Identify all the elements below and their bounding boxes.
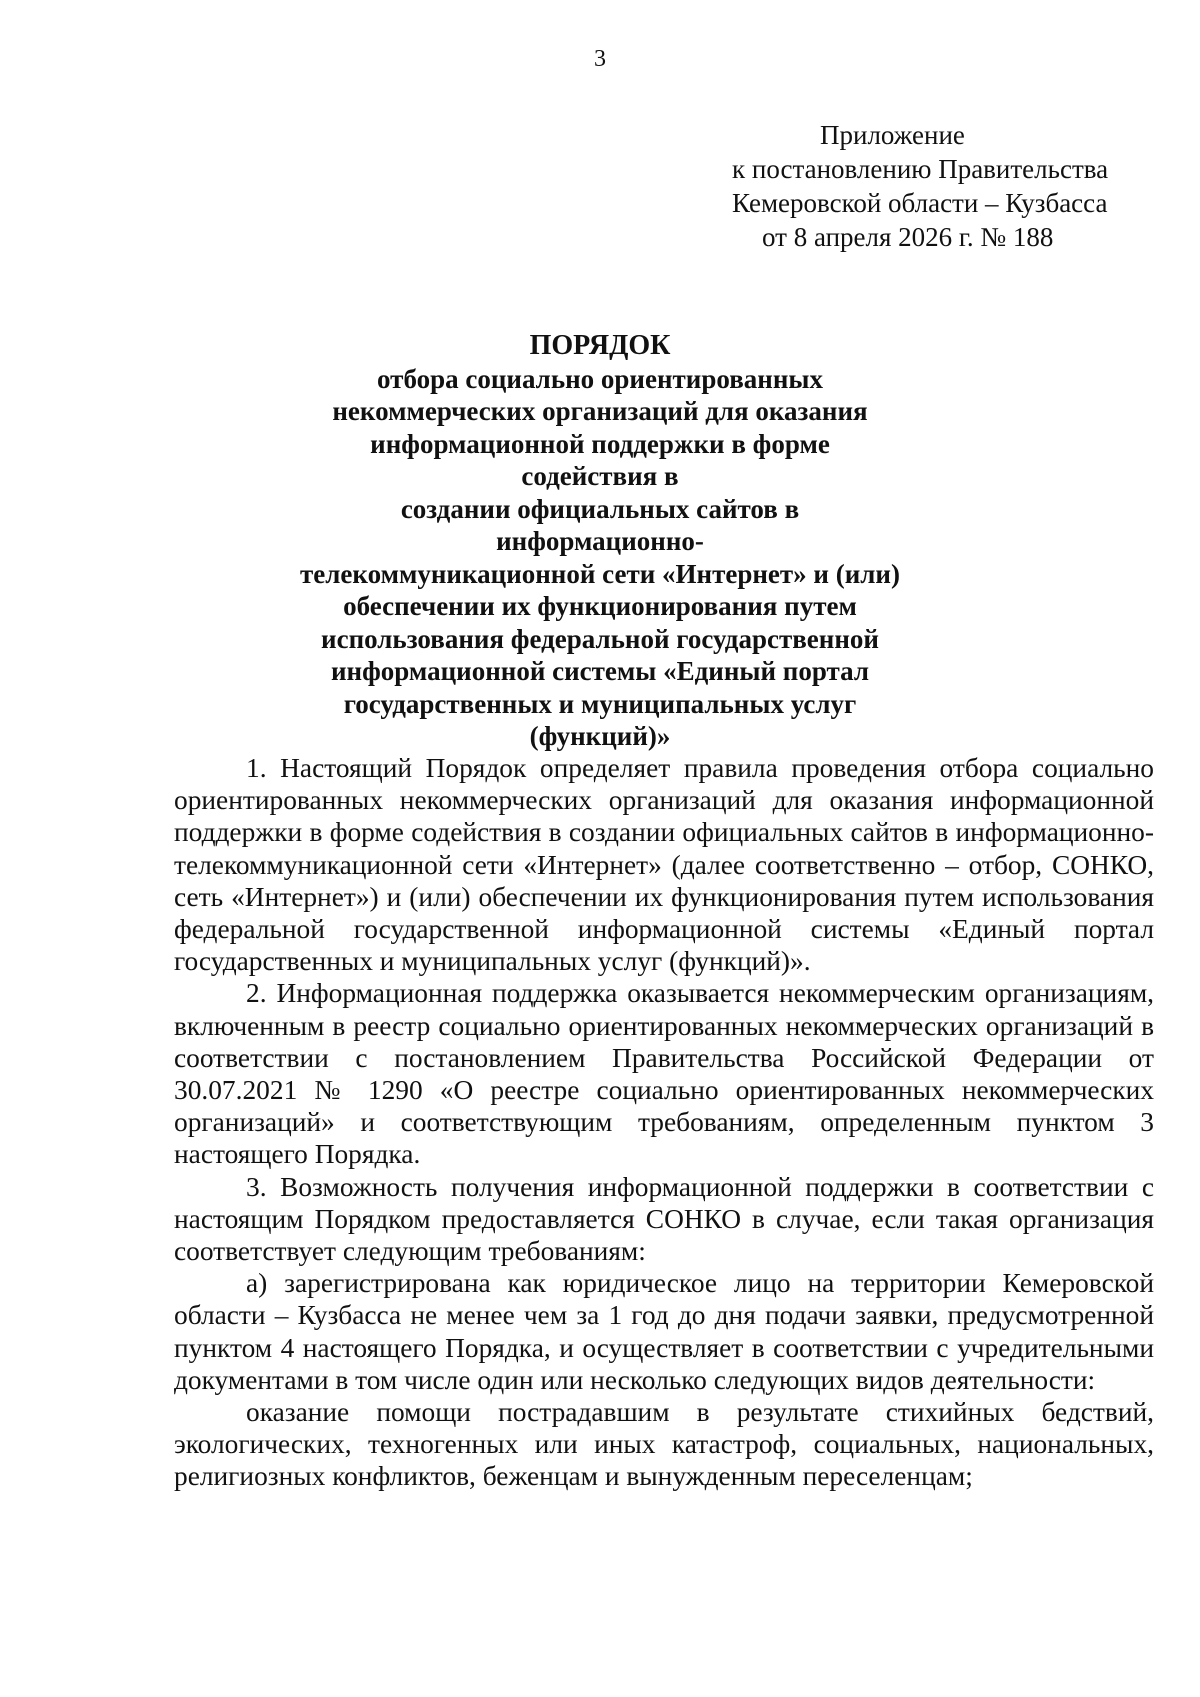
title-line: государственных и муниципальных услуг: [343, 688, 857, 719]
appendix-block: [700, 118, 1120, 254]
title-line: создании официальных сайтов в информационно-: [400, 493, 800, 556]
appendix-line: от 8 апреля 2026 г. № 188: [762, 222, 1054, 252]
title-line: отбора социально ориентированных: [377, 363, 823, 394]
paragraph-3a: а) зарегистрирована как юридическое лицо на территории Кемеровской области – Кузбасса не менее чем за 1 год до дня подачи заявки, предусмотренной пунктом 4 настоящего Порядка, и осуществляет в соответствии с учредительными документами в том числе один или несколько следующих видов деятельности:: [174, 1268, 1154, 1395]
document-body: [174, 752, 1154, 1493]
title-line: использования федеральной государственной: [321, 623, 879, 654]
title-line: информационной поддержки в форме содействия в: [370, 428, 830, 491]
title-line: некоммерческих организаций для оказания: [332, 396, 868, 426]
appendix-line: к постановлению Правительства: [732, 154, 1109, 184]
document-title: [300, 330, 900, 753]
title-line: (функций)»: [529, 721, 671, 751]
paragraph-3: 3. Возможность получения информационной поддержки в соответствии с настоящим Порядком предоставляется СОНКО в случае, если такая организация соответствует следующим требованиям:: [174, 1171, 1154, 1267]
appendix-line: Приложение: [820, 120, 965, 150]
paragraph-2: 2. Информационная поддержка оказывается некоммерческим организациям, включенным в реестр социально ориентированных некоммерческих организаций в соответствии с постановлением Правительства Российской Федерации от 30.07.2021 № 1290 «О реестре социально ориентированных некоммерческих организаций» и соответствующим требованиям, определенным пунктом 3 настоящего Порядка.: [174, 978, 1154, 1170]
paragraph-1: 1. Настоящий Порядок определяет правила проведения отбора социально ориентированных некоммерческих организаций для оказания информационной поддержки в форме содействия в создании официальных сайтов в информационно-телекоммуникационной сети «Интернет» (далее соответственно – отбор, СОНКО, сеть «Интернет») и (или) обеспечении их функционирования путем использования федеральной государственной информационной системы «Единый портал государственных и муниципальных услуг (функций)».: [174, 753, 1154, 977]
title-line: информационной системы «Единый портал: [331, 656, 869, 686]
paragraph-activity: оказание помощи пострадавшим в результате стихийных бедствий, экологических, техногенных или иных катастроф, социальных, национальных, религиозных конфликтов, беженцам и вынужденным переселенцам;: [174, 1397, 1154, 1492]
title-main: ПОРЯДОК: [529, 330, 671, 361]
appendix-line: Кемеровской области – Кузбасса: [732, 188, 1108, 218]
title-line: телекоммуникационной сети «Интернет» и (или): [300, 558, 900, 589]
title-line: обеспечении их функционирования путем: [343, 591, 857, 621]
page-number: 3: [594, 46, 606, 72]
